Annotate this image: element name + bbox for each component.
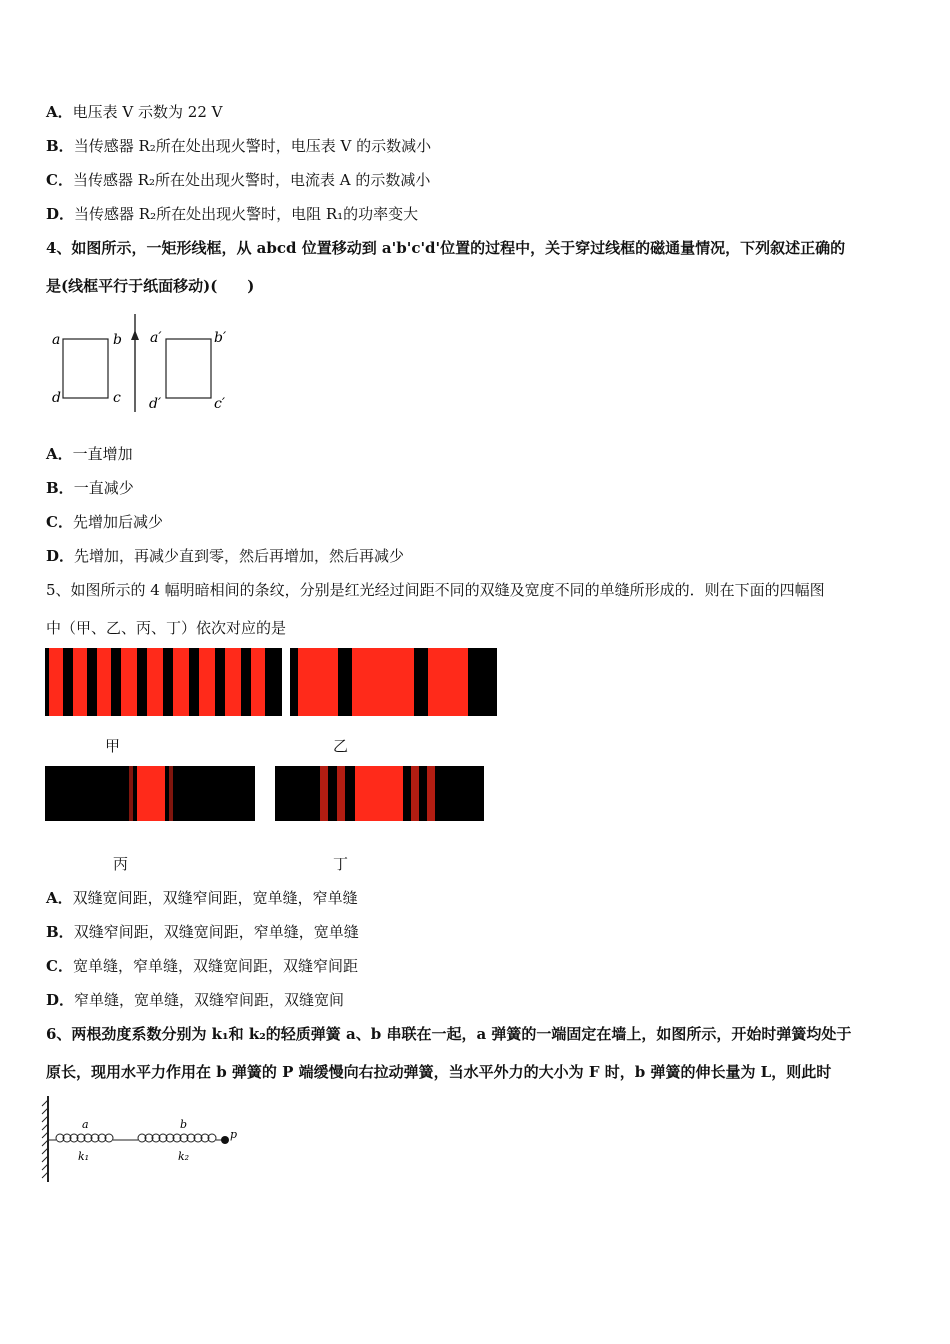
option-letter: B．	[46, 137, 74, 155]
option-text: 先增加后减少	[72, 513, 163, 531]
q4-stem-line1: 4、如图所示，一矩形线框，从 abcd 位置移动到 a'b'c'd'位置的过程中，关于穿过线框的磁通量情况，下列叙述正确的	[46, 239, 846, 257]
label-k1: k₁	[78, 1150, 90, 1163]
q4-option-b	[46, 478, 134, 498]
label-b-prime: b′	[214, 330, 227, 346]
label-c-prime: c′	[214, 396, 226, 412]
option-letter: C．	[46, 171, 73, 189]
loop-a2b2c2d2	[166, 339, 211, 398]
q6-stem-line2: 原长，现用水平力作用在 b 弹簧的 P 端缓慢向右拉动弹簧，当水平外力的大小为 F 时，b 弹簧的伸长量为 L，则此时	[46, 1063, 832, 1081]
option-text: 当传感器 R₂所在处出现火警时，电流表 A 的示数减小	[72, 171, 431, 189]
option-letter: D．	[46, 205, 75, 223]
spring-a	[48, 1134, 138, 1142]
label-a: a	[82, 1118, 89, 1131]
option-text: 电压表 V 示数为 22 V	[72, 103, 223, 121]
q4-option-d	[46, 546, 404, 566]
fringe-image-yi	[290, 648, 497, 716]
q5-option-c	[46, 956, 358, 976]
q4-option-c	[46, 512, 163, 532]
q5-option-a	[46, 888, 358, 908]
option-letter: C．	[46, 513, 73, 531]
option-text: 双缝宽间距，双缝窄间距，宽单缝，窄单缝	[72, 889, 358, 907]
option-text: 宽单缝，窄单缝，双缝宽间距，双缝窄间距	[72, 957, 358, 975]
label-p: p	[230, 1128, 238, 1141]
q3-option-a	[46, 102, 222, 122]
end-point-p	[221, 1136, 229, 1144]
q3-option-d	[46, 204, 418, 224]
q4-stem-line2: 是(线框平行于纸面移动)( )	[46, 277, 255, 295]
option-text: 双缝窄间距，双缝宽间距，窄单缝，宽单缝	[73, 923, 359, 941]
label-b: b	[113, 332, 122, 348]
option-text: 当传感器 R₂所在处出现火警时，电压表 V 的示数减小	[73, 137, 432, 155]
caption-jia: 甲	[105, 737, 121, 755]
current-arrow-icon	[131, 330, 139, 340]
label-k2: k₂	[178, 1150, 190, 1163]
option-letter: B．	[46, 923, 74, 941]
caption-yi: 乙	[333, 737, 349, 755]
caption-ding: 丁	[333, 855, 349, 873]
label-b: b	[180, 1118, 188, 1131]
q3-option-b	[46, 136, 431, 156]
fringe-image-bing	[45, 766, 255, 821]
option-text: 当传感器 R₂所在处出现火警时，电阻 R₁的功率变大	[74, 205, 419, 223]
option-letter: A．	[46, 889, 73, 907]
label-d: d	[52, 390, 61, 406]
label-c: c	[113, 390, 121, 406]
option-letter: A．	[46, 103, 73, 121]
fringe-image-ding	[275, 766, 484, 821]
option-letter: D．	[46, 991, 75, 1009]
option-letter: D．	[46, 547, 75, 565]
loop-abcd	[63, 339, 108, 398]
caption-bing: 丙	[113, 855, 129, 873]
q5-option-b	[46, 922, 359, 942]
option-letter: C．	[46, 957, 73, 975]
q6-stem-line1: 6、两根劲度系数分别为 k₁和 k₂的轻质弹簧 a、b 串联在一起，a 弹簧的一端固定在墙上，如图所示，开始时弹簧均处于	[46, 1025, 852, 1043]
fringe-image-jia	[45, 648, 282, 716]
option-text: 一直增加	[72, 445, 133, 463]
option-text: 窄单缝，宽单缝，双缝窄间距，双缝宽间	[74, 991, 345, 1009]
q6-spring-figure	[40, 1094, 250, 1186]
option-text: 先增加，再减少直到零，然后再增加，然后再减少	[74, 547, 405, 565]
q5-option-d	[46, 990, 344, 1010]
option-letter: B．	[46, 479, 74, 497]
label-a: a	[52, 332, 61, 348]
q4-loop-figure	[46, 312, 236, 416]
label-a-prime: a′	[150, 330, 162, 346]
q4-option-a	[46, 444, 133, 464]
q3-option-c	[46, 170, 430, 190]
spring-b	[138, 1134, 222, 1142]
q5-stem-line2: 中（甲、乙、丙、丁）依次对应的是	[46, 619, 287, 637]
label-d-prime: d′	[149, 396, 162, 412]
q5-stem-line1: 5、如图所示的 4 幅明暗相间的条纹，分别是红光经过间距不同的双缝及宽度不同的单缝所形成的．则在下面的四幅图	[46, 581, 825, 599]
option-letter: A．	[46, 445, 73, 463]
option-text: 一直减少	[73, 479, 134, 497]
